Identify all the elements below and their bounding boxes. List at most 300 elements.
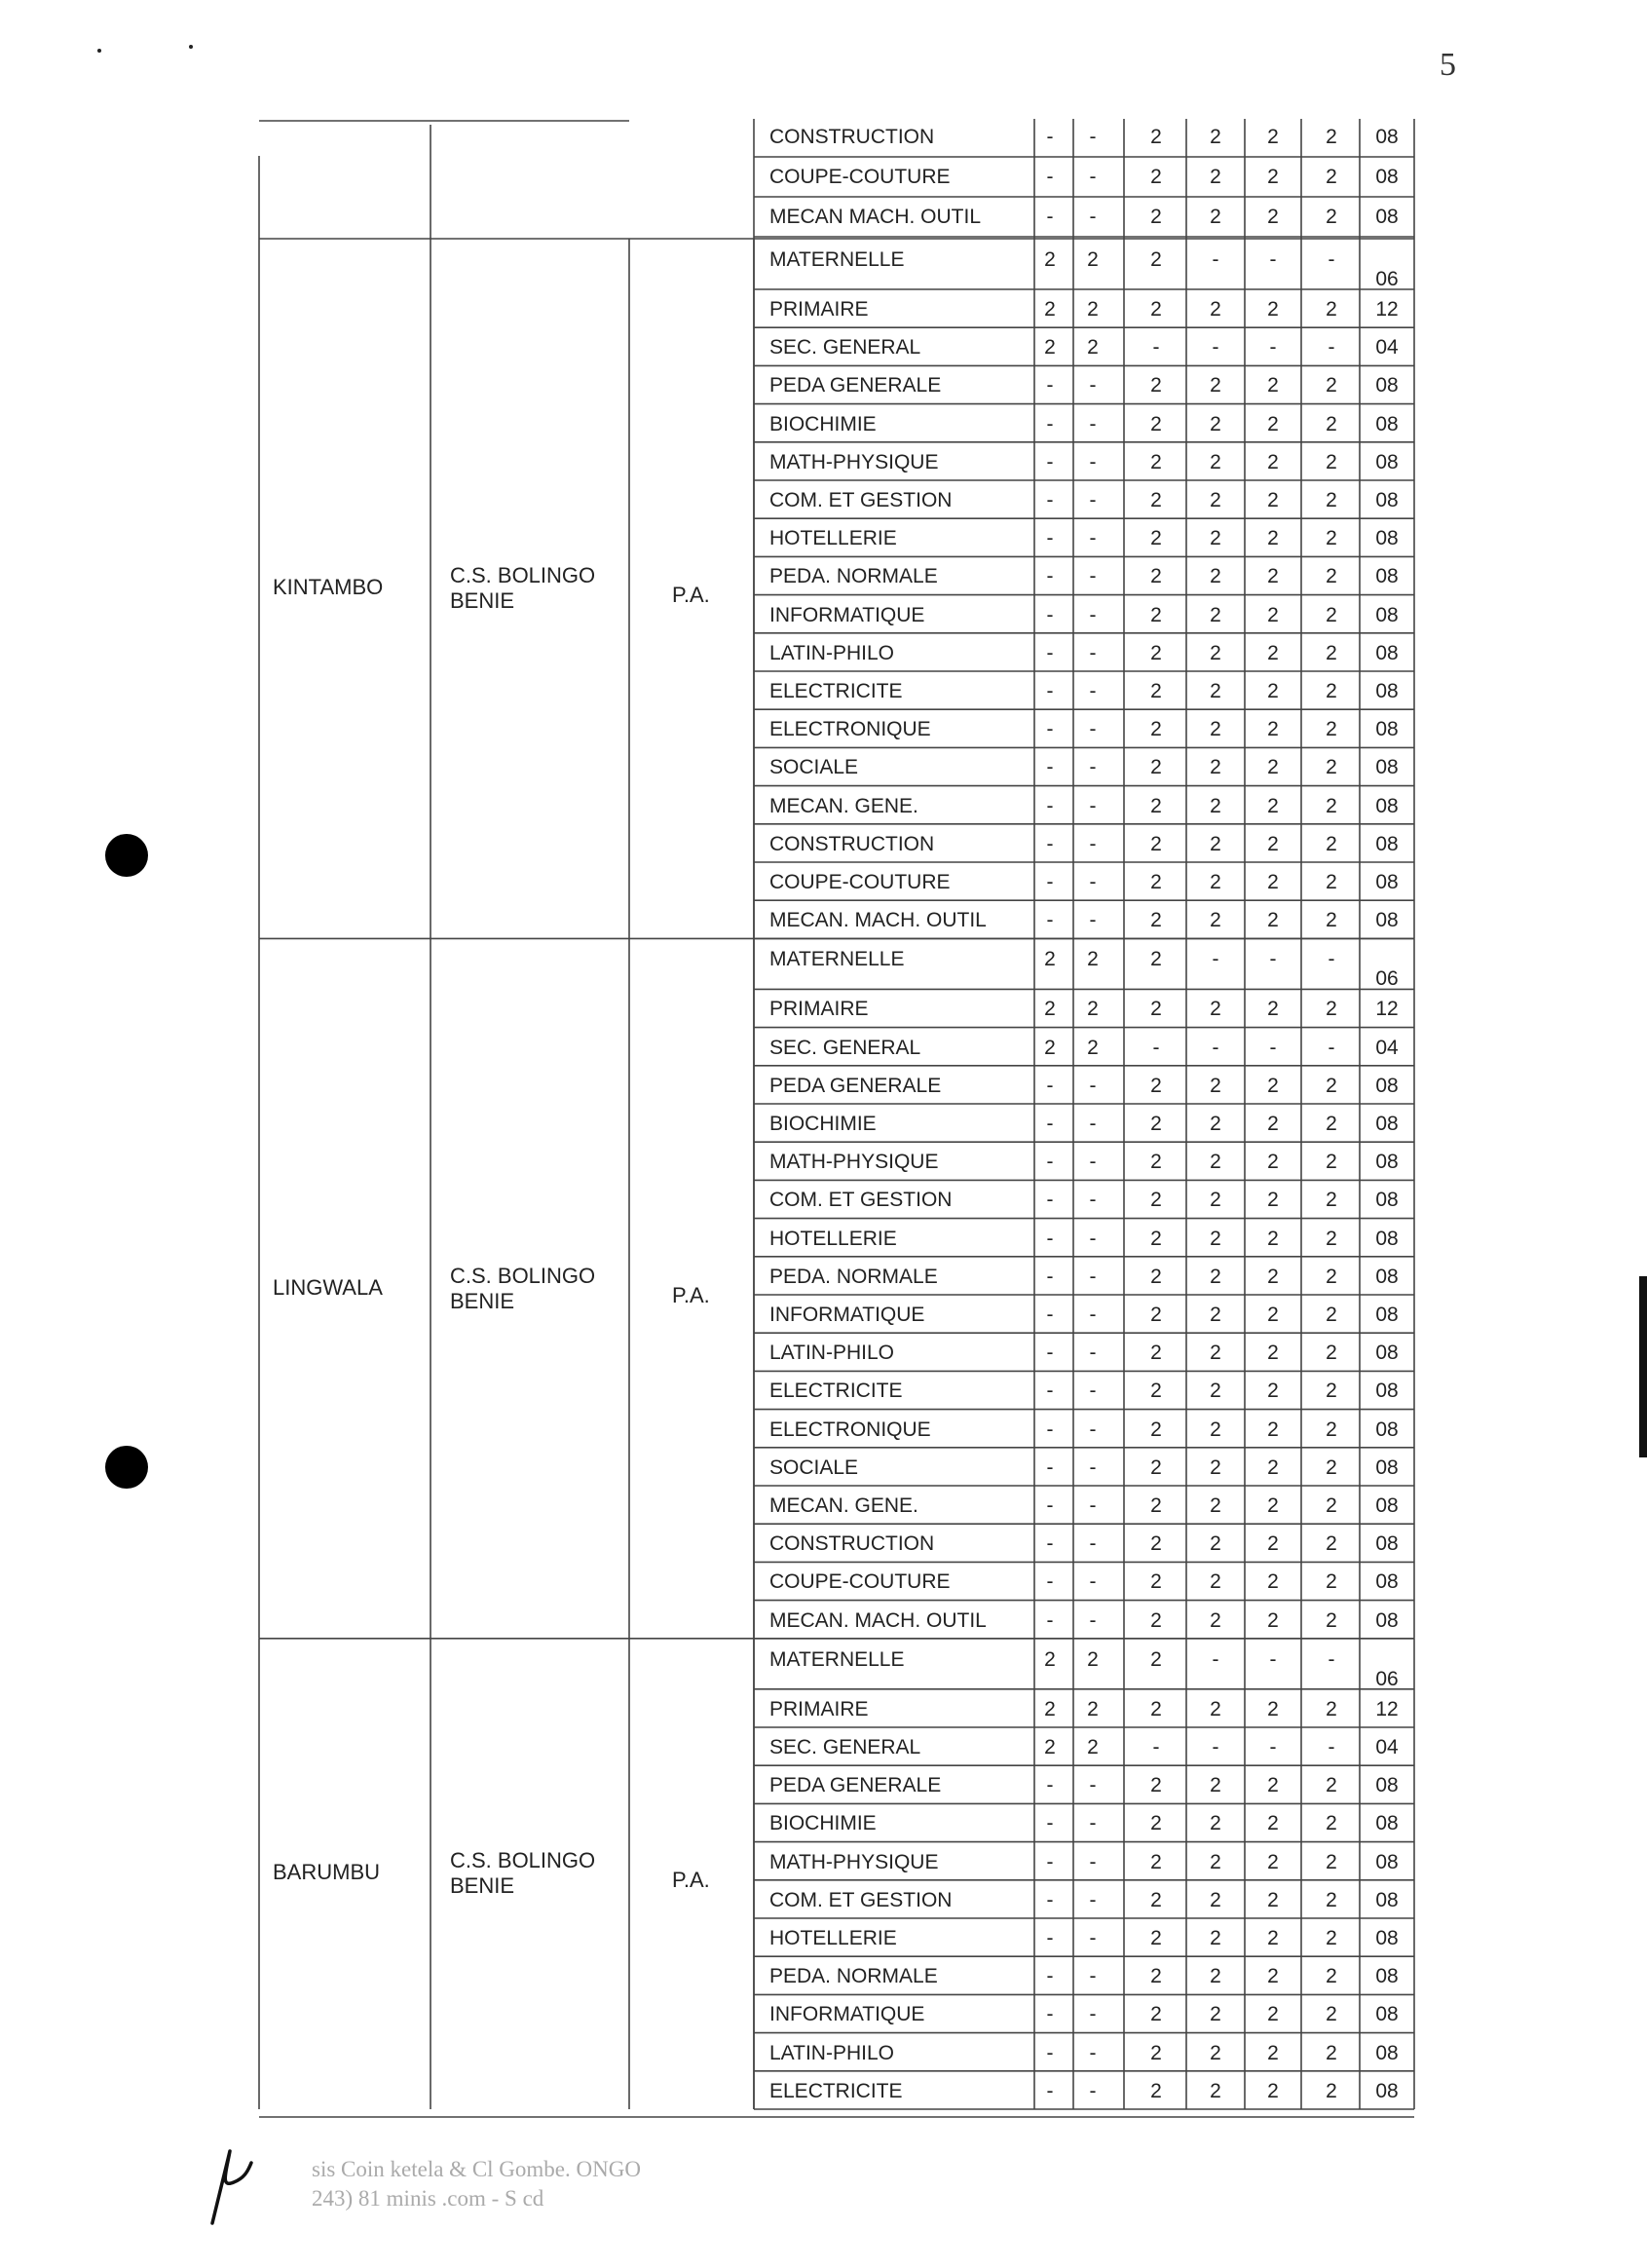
value-cell: - — [1046, 2041, 1054, 2064]
value-cell: 2 — [1150, 1570, 1162, 1594]
subject-cell: ELECTRICITE — [769, 2079, 903, 2102]
subject-cell: MATH-PHYSIQUE — [769, 450, 939, 473]
total-cell: 08 — [1375, 412, 1399, 435]
table-row — [0, 1221, 1647, 1260]
value-cell: 2 — [1150, 1965, 1162, 1988]
value-cell: - — [1046, 1455, 1054, 1479]
value-cell: 2 — [1150, 1074, 1162, 1097]
value-cell: 2 — [1326, 1227, 1337, 1250]
subject-cell: ELECTRICITE — [769, 680, 903, 702]
value-cell: 2 — [1150, 1927, 1162, 1949]
total-cell: 06 — [1375, 967, 1399, 991]
total-cell: 08 — [1375, 166, 1399, 188]
table-row — [0, 1144, 1647, 1183]
total-cell: 08 — [1375, 1774, 1399, 1797]
subject-cell: COUPE-COUTURE — [769, 871, 951, 893]
school-label: BENIE — [450, 1288, 515, 1313]
value-cell: - — [1046, 450, 1054, 473]
value-cell: 2 — [1150, 680, 1162, 702]
school-label: C.S. BOLINGO — [450, 563, 596, 588]
subject-cell: PRIMAIRE — [769, 298, 869, 321]
value-cell: - — [1046, 565, 1054, 588]
value-cell: 2 — [1210, 2079, 1221, 2102]
total-cell: 08 — [1375, 1151, 1399, 1174]
value-cell: 2 — [1267, 126, 1279, 148]
value-cell: 2 — [1210, 126, 1221, 148]
value-cell: 2 — [1210, 1418, 1221, 1441]
value-cell: - — [1152, 336, 1160, 359]
regime-label: P.A. — [672, 1282, 710, 1307]
value-cell: 2 — [1210, 2003, 1221, 2026]
value-cell: - — [1046, 2003, 1054, 2026]
value-cell: 2 — [1150, 2041, 1162, 2064]
table-row — [0, 1882, 1647, 1921]
value-cell: - — [1046, 1113, 1054, 1135]
table-row — [0, 199, 1647, 238]
subject-cell: HOTELLERIE — [769, 527, 897, 550]
value-cell: - — [1089, 1812, 1097, 1835]
value-cell: 2 — [1210, 1570, 1221, 1594]
subject-cell: BIOCHIMIE — [769, 412, 877, 435]
value-cell: 2 — [1150, 527, 1162, 550]
subject-cell: MATERNELLE — [769, 248, 905, 271]
subject-cell: COM. ET GESTION — [769, 1888, 953, 1911]
total-cell: 12 — [1375, 998, 1399, 1021]
value-cell: 2 — [1267, 374, 1279, 397]
subject-cell: PEDA. NORMALE — [769, 1265, 938, 1288]
value-cell: 2 — [1326, 1342, 1337, 1365]
subject-cell: ELECTRONIQUE — [769, 1418, 931, 1441]
total-cell: 08 — [1375, 1888, 1399, 1911]
value-cell: 2 — [1210, 374, 1221, 397]
value-cell: 2 — [1210, 871, 1221, 893]
total-cell: 08 — [1375, 374, 1399, 397]
subject-cell: CONSTRUCTION — [769, 126, 935, 148]
value-cell: - — [1046, 641, 1054, 664]
total-cell: 08 — [1375, 527, 1399, 550]
value-cell: - — [1089, 206, 1097, 228]
value-cell: - — [1046, 680, 1054, 702]
subject-cell: LATIN-PHILO — [769, 641, 894, 664]
table-row — [0, 711, 1647, 750]
value-cell: - — [1089, 1455, 1097, 1479]
value-cell: 2 — [1210, 1608, 1221, 1632]
subject-cell: LATIN-PHILO — [769, 1342, 894, 1365]
value-cell: 2 — [1150, 1850, 1162, 1873]
value-cell: - — [1269, 248, 1277, 271]
subject-cell: MATH-PHYSIQUE — [769, 1850, 939, 1873]
total-cell: 08 — [1375, 2003, 1399, 2026]
table-row — [0, 1488, 1647, 1527]
subject-cell: COM. ET GESTION — [769, 1189, 953, 1212]
footer-address — [312, 2155, 1383, 2213]
value-cell: - — [1328, 1647, 1335, 1671]
subject-cell: SEC. GENERAL — [769, 1036, 921, 1059]
value-cell: 2 — [1210, 1227, 1221, 1250]
value-cell: 2 — [1087, 1736, 1099, 1758]
value-cell: 2 — [1326, 1494, 1337, 1517]
value-cell: 2 — [1210, 1342, 1221, 1365]
value-cell: - — [1089, 1227, 1097, 1250]
table-row — [0, 1030, 1647, 1069]
value-cell: 2 — [1267, 1418, 1279, 1441]
value-cell: - — [1089, 1304, 1097, 1326]
value-cell: - — [1212, 248, 1219, 271]
table-row — [0, 367, 1647, 406]
value-cell: 2 — [1150, 1647, 1162, 1671]
table-row — [0, 940, 1647, 991]
value-cell: - — [1046, 2079, 1054, 2102]
value-cell: 2 — [1267, 1965, 1279, 1988]
value-cell: 2 — [1210, 1774, 1221, 1797]
value-cell: - — [1269, 948, 1277, 971]
value-cell: 2 — [1087, 1647, 1099, 1671]
subject-cell: INFORMATIQUE — [769, 1304, 925, 1326]
value-cell: - — [1046, 126, 1054, 148]
value-cell: - — [1089, 1850, 1097, 1873]
value-cell: 2 — [1210, 489, 1221, 511]
value-cell: 2 — [1210, 1494, 1221, 1517]
value-cell: - — [1269, 1036, 1277, 1059]
total-cell: 08 — [1375, 206, 1399, 228]
value-cell: 2 — [1326, 1774, 1337, 1797]
table-row — [0, 1259, 1647, 1298]
total-cell: 08 — [1375, 756, 1399, 779]
value-cell: 2 — [1326, 1927, 1337, 1949]
value-cell: 2 — [1210, 1532, 1221, 1556]
value-cell: 2 — [1087, 336, 1099, 359]
commune-label: KINTAMBO — [273, 575, 384, 600]
table-row — [0, 788, 1647, 827]
table-row — [0, 1641, 1647, 1690]
value-cell: 2 — [1210, 1265, 1221, 1288]
value-cell: 2 — [1267, 756, 1279, 779]
subject-cell: COUPE-COUTURE — [769, 166, 951, 188]
value-cell: 2 — [1150, 1888, 1162, 1911]
value-cell: - — [1089, 1532, 1097, 1556]
value-cell: - — [1212, 336, 1219, 359]
value-cell: - — [1089, 1927, 1097, 1949]
value-cell: 2 — [1267, 909, 1279, 932]
value-cell: - — [1089, 450, 1097, 473]
page-number: 5 — [1440, 47, 1456, 83]
value-cell: 2 — [1150, 603, 1162, 626]
table-row — [0, 558, 1647, 597]
total-cell: 08 — [1375, 1608, 1399, 1632]
value-cell: 2 — [1267, 489, 1279, 511]
value-cell: 2 — [1150, 565, 1162, 588]
subject-cell: SEC. GENERAL — [769, 1736, 921, 1758]
value-cell: 2 — [1326, 998, 1337, 1021]
total-cell: 08 — [1375, 680, 1399, 702]
total-cell: 08 — [1375, 718, 1399, 741]
commune-label: LINGWALA — [273, 1274, 383, 1300]
value-cell: - — [1046, 1774, 1054, 1797]
value-cell: 2 — [1210, 756, 1221, 779]
value-cell: 2 — [1044, 1036, 1056, 1059]
value-cell: 2 — [1326, 871, 1337, 893]
value-cell: 2 — [1267, 1774, 1279, 1797]
school-label: BENIE — [450, 588, 515, 614]
value-cell: 2 — [1044, 1647, 1056, 1671]
value-cell: 2 — [1326, 1608, 1337, 1632]
value-cell: 2 — [1267, 1227, 1279, 1250]
value-cell: 2 — [1210, 1189, 1221, 1212]
subject-cell: CONSTRUCTION — [769, 832, 935, 855]
subject-cell: MATERNELLE — [769, 1647, 905, 1671]
value-cell: 2 — [1326, 1074, 1337, 1097]
value-cell: - — [1328, 1036, 1335, 1059]
value-cell: 2 — [1150, 871, 1162, 893]
subject-cell: PRIMAIRE — [769, 998, 869, 1021]
table-row — [0, 406, 1647, 445]
table-row — [0, 1805, 1647, 1844]
value-cell: - — [1212, 948, 1219, 971]
value-cell: - — [1089, 1888, 1097, 1911]
value-cell: 2 — [1267, 450, 1279, 473]
value-cell: 2 — [1267, 1850, 1279, 1873]
value-cell: - — [1089, 794, 1097, 817]
value-cell: 2 — [1267, 1888, 1279, 1911]
value-cell: 2 — [1150, 718, 1162, 741]
subject-cell: PRIMAIRE — [769, 1697, 869, 1720]
value-cell: - — [1089, 641, 1097, 664]
value-cell: - — [1046, 1265, 1054, 1288]
value-cell: - — [1089, 909, 1097, 932]
value-cell: 2 — [1210, 794, 1221, 817]
value-cell: 2 — [1267, 412, 1279, 435]
value-cell: - — [1089, 2079, 1097, 2102]
value-cell: - — [1046, 1927, 1054, 1949]
value-cell: 2 — [1210, 527, 1221, 550]
table-row — [0, 1767, 1647, 1806]
table-row — [0, 749, 1647, 788]
total-cell: 08 — [1375, 2079, 1399, 2102]
total-cell: 08 — [1375, 1380, 1399, 1403]
value-cell: - — [1046, 1380, 1054, 1403]
value-cell: - — [1089, 1342, 1097, 1365]
value-cell: 2 — [1150, 2003, 1162, 2026]
value-cell: - — [1089, 412, 1097, 435]
value-cell: - — [1089, 489, 1097, 511]
value-cell: 2 — [1087, 948, 1099, 971]
value-cell: - — [1046, 603, 1054, 626]
value-cell: - — [1212, 1736, 1219, 1758]
value-cell: - — [1089, 718, 1097, 741]
value-cell: 2 — [1326, 2041, 1337, 2064]
value-cell: - — [1089, 527, 1097, 550]
subject-cell: BIOCHIMIE — [769, 1113, 877, 1135]
total-cell: 08 — [1375, 1494, 1399, 1517]
value-cell: 2 — [1326, 641, 1337, 664]
value-cell: 2 — [1150, 641, 1162, 664]
value-cell: 2 — [1267, 1380, 1279, 1403]
value-cell: 2 — [1210, 298, 1221, 321]
value-cell: 2 — [1267, 1113, 1279, 1135]
value-cell: 2 — [1087, 248, 1099, 271]
value-cell: 2 — [1210, 718, 1221, 741]
value-cell: 2 — [1267, 1927, 1279, 1949]
value-cell: - — [1328, 1736, 1335, 1758]
value-cell: - — [1328, 248, 1335, 271]
value-cell: 2 — [1326, 374, 1337, 397]
total-cell: 08 — [1375, 909, 1399, 932]
value-cell: 2 — [1044, 248, 1056, 271]
value-cell: 2 — [1210, 1380, 1221, 1403]
value-cell: - — [1046, 374, 1054, 397]
total-cell: 12 — [1375, 1697, 1399, 1720]
value-cell: 2 — [1150, 1608, 1162, 1632]
footer-line: 243) 81 minis .com - S cd — [312, 2186, 544, 2211]
total-cell: 08 — [1375, 1927, 1399, 1949]
value-cell: 2 — [1150, 1265, 1162, 1288]
value-cell: 2 — [1326, 603, 1337, 626]
value-cell: 2 — [1326, 1265, 1337, 1288]
value-cell: - — [1328, 336, 1335, 359]
value-cell: 2 — [1326, 1380, 1337, 1403]
value-cell: 2 — [1326, 1304, 1337, 1326]
value-cell: 2 — [1326, 1151, 1337, 1174]
value-cell: 2 — [1326, 1697, 1337, 1720]
value-cell: 2 — [1044, 998, 1056, 1021]
value-cell: - — [1152, 1036, 1160, 1059]
total-cell: 04 — [1375, 1736, 1399, 1758]
value-cell: 2 — [1267, 718, 1279, 741]
value-cell: 2 — [1326, 166, 1337, 188]
value-cell: 2 — [1267, 565, 1279, 588]
value-cell: - — [1152, 1736, 1160, 1758]
value-cell: 2 — [1326, 1113, 1337, 1135]
value-cell: - — [1089, 1570, 1097, 1594]
value-cell: 2 — [1267, 998, 1279, 1021]
value-cell: 2 — [1267, 2079, 1279, 2102]
value-cell: 2 — [1267, 1494, 1279, 1517]
school-label: C.S. BOLINGO — [450, 1263, 596, 1288]
value-cell: 2 — [1150, 298, 1162, 321]
total-cell: 12 — [1375, 298, 1399, 321]
subject-cell: MECAN MACH. OUTIL — [769, 206, 982, 228]
value-cell: - — [1046, 1189, 1054, 1212]
value-cell: 2 — [1210, 1850, 1221, 1873]
total-cell: 08 — [1375, 2041, 1399, 2064]
value-cell: 2 — [1210, 832, 1221, 855]
value-cell: 2 — [1326, 1532, 1337, 1556]
value-cell: 2 — [1210, 2041, 1221, 2064]
subject-cell: HOTELLERIE — [769, 1927, 897, 1949]
footer-line: sis Coin ketela & Cl Gombe. ONGO — [312, 2157, 641, 2181]
value-cell: - — [1046, 1608, 1054, 1632]
value-cell: - — [1089, 1189, 1097, 1212]
table-row — [0, 902, 1647, 941]
value-cell: 2 — [1326, 450, 1337, 473]
value-cell: 2 — [1326, 1850, 1337, 1873]
table-row — [0, 329, 1647, 368]
subject-cell: MECAN. MACH. OUTIL — [769, 1608, 987, 1632]
table-row — [0, 1729, 1647, 1768]
value-cell: 2 — [1267, 2041, 1279, 2064]
value-cell: - — [1046, 1151, 1054, 1174]
table-row — [0, 1526, 1647, 1565]
value-cell: 2 — [1326, 489, 1337, 511]
total-cell: 08 — [1375, 1532, 1399, 1556]
value-cell: 2 — [1210, 1812, 1221, 1835]
value-cell: 2 — [1150, 1418, 1162, 1441]
value-cell: - — [1046, 1532, 1054, 1556]
value-cell: - — [1089, 1265, 1097, 1288]
total-cell: 08 — [1375, 1074, 1399, 1097]
value-cell: 2 — [1210, 1697, 1221, 1720]
value-cell: 2 — [1150, 1342, 1162, 1365]
value-cell: 2 — [1150, 1113, 1162, 1135]
total-cell: 08 — [1375, 1965, 1399, 1988]
value-cell: - — [1089, 565, 1097, 588]
value-cell: 2 — [1267, 1532, 1279, 1556]
value-cell: - — [1046, 1888, 1054, 1911]
total-cell: 08 — [1375, 1418, 1399, 1441]
table-row — [0, 241, 1647, 290]
value-cell: 2 — [1210, 680, 1221, 702]
value-cell: - — [1046, 1418, 1054, 1441]
value-cell: - — [1046, 206, 1054, 228]
value-cell: 2 — [1326, 565, 1337, 588]
value-cell: 2 — [1210, 1888, 1221, 1911]
value-cell: 2 — [1210, 450, 1221, 473]
total-cell: 08 — [1375, 1342, 1399, 1365]
value-cell: 2 — [1267, 1455, 1279, 1479]
value-cell: - — [1046, 1227, 1054, 1250]
value-cell: - — [1046, 489, 1054, 511]
value-cell: 2 — [1326, 527, 1337, 550]
value-cell: 2 — [1210, 641, 1221, 664]
subject-cell: COUPE-COUTURE — [769, 1570, 951, 1594]
value-cell: 2 — [1326, 1189, 1337, 1212]
value-cell: 2 — [1150, 206, 1162, 228]
value-cell: - — [1328, 948, 1335, 971]
value-cell: 2 — [1087, 1036, 1099, 1059]
value-cell: 2 — [1150, 1455, 1162, 1479]
table-row — [0, 635, 1647, 674]
value-cell: - — [1089, 374, 1097, 397]
value-cell: - — [1089, 756, 1097, 779]
value-cell: 2 — [1326, 1570, 1337, 1594]
value-cell: 2 — [1267, 1074, 1279, 1097]
value-cell: - — [1269, 336, 1277, 359]
subject-cell: BIOCHIMIE — [769, 1812, 877, 1835]
value-cell: 2 — [1150, 998, 1162, 1021]
subject-cell: PEDA GENERALE — [769, 374, 942, 397]
total-cell: 08 — [1375, 603, 1399, 626]
value-cell: 2 — [1267, 206, 1279, 228]
value-cell: 2 — [1044, 1697, 1056, 1720]
value-cell: - — [1046, 1965, 1054, 1988]
value-cell: 2 — [1150, 1494, 1162, 1517]
value-cell: - — [1089, 166, 1097, 188]
value-cell: 2 — [1150, 1532, 1162, 1556]
value-cell: - — [1089, 1113, 1097, 1135]
value-cell: 2 — [1150, 1697, 1162, 1720]
subject-cell: CONSTRUCTION — [769, 1532, 935, 1556]
value-cell: - — [1089, 1774, 1097, 1797]
total-cell: 08 — [1375, 1570, 1399, 1594]
value-cell: - — [1212, 1036, 1219, 1059]
table-row — [0, 826, 1647, 865]
value-cell: 2 — [1044, 336, 1056, 359]
value-cell: - — [1089, 1608, 1097, 1632]
value-cell: - — [1046, 1570, 1054, 1594]
value-cell: 2 — [1044, 1736, 1056, 1758]
total-cell: 08 — [1375, 641, 1399, 664]
subject-cell: MECAN. MACH. OUTIL — [769, 909, 987, 932]
